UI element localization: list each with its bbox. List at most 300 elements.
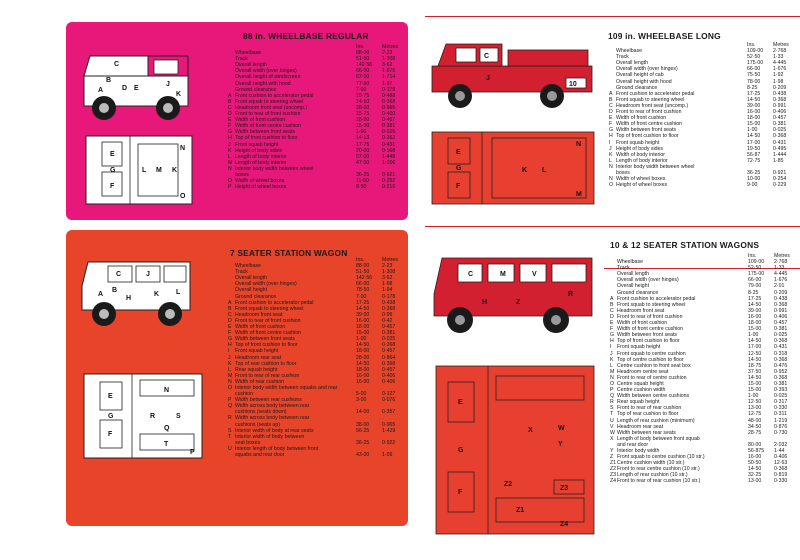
spec-code: K bbox=[228, 360, 232, 367]
spec-metres: 0·393 bbox=[774, 387, 788, 394]
spec-label: Front to rear of rear cushion bbox=[235, 372, 300, 379]
spec-ins: 16·00 bbox=[356, 372, 370, 379]
spec-metres: 0·457 bbox=[382, 324, 396, 331]
spec-metres: 0·864 bbox=[382, 354, 396, 361]
spec-table-7 bbox=[228, 257, 404, 458]
spec-label: boxes bbox=[616, 169, 630, 176]
spec-metres: 1·94 bbox=[382, 287, 393, 294]
diagram-label: F bbox=[108, 431, 113, 438]
diagram-label: Z2 bbox=[504, 481, 513, 488]
spec-metres: 1·98 bbox=[773, 78, 784, 85]
spec-metres: 0·476 bbox=[774, 362, 788, 369]
spec-metres: 1·714 bbox=[382, 74, 396, 81]
spec-metres: 0·209 bbox=[774, 289, 788, 296]
title-10-12-seater: 10 & 12 SEATER STATION WAGONS bbox=[610, 240, 760, 250]
spec-ins: 14·50 bbox=[356, 342, 370, 349]
spec-label: Interior length of body between front bbox=[235, 445, 319, 452]
spec-code: G bbox=[610, 332, 615, 339]
spec-metres: 1·44 bbox=[774, 448, 785, 454]
spec-code: C bbox=[228, 311, 232, 318]
spec-metres: 1·429 bbox=[382, 427, 396, 434]
spec-code: Z1 bbox=[610, 460, 617, 467]
spec-metres: 0·381 bbox=[382, 330, 396, 337]
spec-label: Headroom rear seat bbox=[617, 423, 664, 430]
spec-label: Headroom front seat (uncomp.) bbox=[616, 102, 689, 109]
title-88-regular: 88 in. WHEELBASE REGULAR bbox=[243, 31, 369, 41]
spec-code: D bbox=[228, 317, 232, 324]
spec-ins: 66·00 bbox=[747, 66, 761, 73]
diagram-label: C bbox=[468, 271, 474, 278]
spec-metres: 0·99 bbox=[382, 311, 393, 318]
spec-label: Front cushion to accelerator pedal bbox=[617, 295, 696, 302]
spec-metres: 0·406 bbox=[382, 378, 396, 385]
spec-label: Front squab to steering wheel bbox=[616, 96, 685, 103]
diagram-label: K bbox=[154, 291, 160, 298]
spec-code: C bbox=[610, 307, 614, 314]
spec-ins: 3·00 bbox=[356, 397, 367, 404]
spec-ins: 56·875 bbox=[748, 448, 765, 454]
spec-label: Ground clearance bbox=[235, 86, 277, 93]
spec-metres: 0·368 bbox=[774, 338, 788, 345]
spec-label: Overall height with hood bbox=[235, 80, 291, 87]
spec-metres: 0·076 bbox=[382, 397, 396, 404]
title-109-long: 109 in. WHEELBASE LONG bbox=[608, 31, 721, 41]
spec-ins: 9·00 bbox=[747, 182, 758, 189]
spec-code: E bbox=[228, 117, 232, 124]
spec-metres: 0·330 bbox=[774, 478, 788, 485]
spec-ins: 17·25 bbox=[747, 90, 761, 97]
spec-metres: 0·451 bbox=[382, 141, 396, 148]
spec-label: Width of front centre cushion bbox=[616, 121, 683, 128]
spec-label: Front squab height bbox=[235, 141, 279, 148]
spec-metres: 4·445 bbox=[774, 271, 788, 278]
diagram-label: Y bbox=[558, 441, 563, 448]
spec-code: Z bbox=[610, 454, 614, 461]
spec-metres: 1·33 bbox=[774, 265, 785, 272]
spec-metres: 0·368 bbox=[773, 133, 787, 140]
spec-code: A bbox=[228, 92, 232, 99]
spec-code: V bbox=[610, 423, 614, 430]
diagram-label: J bbox=[166, 81, 170, 88]
diagram-label: P bbox=[190, 449, 195, 456]
spec-label: Front to rear of front cushion bbox=[235, 111, 301, 118]
spec-label: Width of rear cushion bbox=[235, 378, 285, 385]
spec-label: Track bbox=[616, 54, 629, 61]
spec-ins: 175·00 bbox=[747, 60, 764, 67]
spec-label: cushion bbox=[235, 391, 253, 398]
spec-label: Front squab height bbox=[617, 344, 661, 351]
spec-code: N bbox=[609, 176, 613, 183]
diagram-label: F bbox=[110, 183, 115, 190]
spec-label: boxes bbox=[235, 171, 249, 178]
spec-metres: 0·318 bbox=[774, 350, 788, 357]
col-ins: Ins. bbox=[356, 44, 365, 50]
spec-label: Track bbox=[235, 56, 248, 63]
spec-metres: 3·62 bbox=[382, 275, 393, 282]
spec-metres: 1·68 bbox=[382, 281, 393, 288]
spec-code: F bbox=[610, 326, 614, 333]
spec-ins: 13·00 bbox=[748, 405, 762, 412]
spec-ins: 175·00 bbox=[748, 271, 765, 278]
spec-metres: 0·025 bbox=[774, 332, 788, 339]
spec-ins: 16·00 bbox=[747, 109, 761, 116]
vehicle-109-side-view bbox=[428, 26, 596, 112]
spec-code: O bbox=[228, 178, 233, 185]
diagram-label: A bbox=[98, 291, 104, 298]
spec-label: Width of wheel boxes bbox=[235, 178, 285, 185]
spec-metres: 1·308 bbox=[382, 269, 396, 276]
spec-metres: 1·33 bbox=[773, 54, 784, 61]
spec-label: Front cushion to accelerator pedal bbox=[235, 299, 314, 306]
spec-label: Overall length bbox=[235, 275, 268, 282]
spec-ins: 1·00 bbox=[748, 393, 759, 400]
spec-ins: 11·50 bbox=[356, 178, 369, 185]
spec-label: Front squab height bbox=[616, 139, 660, 146]
spec-label: Width of front cushion bbox=[235, 117, 286, 124]
spec-code: J bbox=[228, 354, 231, 361]
spec-ins: 15·75 bbox=[356, 111, 370, 118]
spec-label: Top of front cushion to floor bbox=[235, 135, 298, 142]
separator-middle bbox=[425, 226, 800, 227]
spec-label: Length of body between front squab bbox=[617, 435, 700, 442]
spec-ins: 14·50 bbox=[356, 305, 370, 312]
spec-code: U bbox=[610, 417, 614, 424]
spec-metres: 0·457 bbox=[773, 115, 787, 122]
spec-ins: 37·50 bbox=[748, 368, 762, 375]
spec-label: Centre cushion to front seat box bbox=[617, 362, 691, 369]
spec-ins: 75·50 bbox=[747, 72, 761, 79]
spec-ins: 34·50 bbox=[748, 423, 762, 430]
spec-code: A bbox=[610, 295, 614, 302]
col-metres: Metres bbox=[382, 257, 398, 263]
spec-label: Interior body width between wheel bbox=[616, 163, 695, 170]
spec-label: Front squab to centre cushion bbox=[617, 350, 686, 357]
spec-ins: 18·00 bbox=[356, 324, 370, 331]
spec-ins: 1·00 bbox=[356, 129, 367, 136]
spec-metres: 0·457 bbox=[382, 348, 396, 355]
spec-ins: 20·00 bbox=[356, 147, 370, 154]
spec-ins: 12·50 bbox=[748, 399, 762, 406]
diagram-label: F bbox=[456, 183, 461, 190]
diagram-label: F bbox=[458, 489, 463, 496]
spec-label: Length of body interior bbox=[235, 153, 287, 160]
spec-metres: 1·85 bbox=[773, 157, 784, 164]
spec-metres: 0·431 bbox=[773, 139, 787, 146]
spec-metres: 0·965 bbox=[382, 421, 396, 428]
spec-code: L bbox=[228, 366, 231, 373]
spec-metres: 12·63 bbox=[774, 460, 788, 467]
vehicle-7-side-view bbox=[76, 246, 198, 332]
diagram-label: N bbox=[576, 141, 582, 148]
diagram-label: H bbox=[482, 299, 488, 306]
spec-metres: 1·206 bbox=[382, 159, 396, 166]
spec-code: Z3 bbox=[610, 472, 617, 479]
spec-ins: 39·00 bbox=[748, 307, 762, 314]
spec-label: Track bbox=[235, 269, 248, 276]
spec-ins: 14·00 bbox=[356, 409, 370, 416]
spec-metres: 1·676 bbox=[773, 66, 787, 73]
spec-ins: 14·50 bbox=[356, 98, 370, 105]
vehicle-7-plan-view bbox=[80, 370, 206, 462]
spec-code: N bbox=[228, 378, 232, 385]
spec-ins: 50·50 bbox=[748, 460, 762, 467]
diagram-label: H bbox=[126, 295, 132, 302]
spec-code: J bbox=[609, 145, 612, 152]
col-ins: Ins. bbox=[748, 253, 757, 259]
spec-ins: 15·00 bbox=[356, 330, 370, 337]
spec-label: Height of body sides bbox=[235, 147, 283, 154]
spec-metres: 3·62 bbox=[382, 62, 393, 69]
spec-label: Height of wheel boxes bbox=[235, 184, 287, 191]
spec-label: Track bbox=[617, 265, 630, 272]
diagram-label: M bbox=[500, 271, 506, 278]
spec-label: Length of body interior bbox=[235, 159, 287, 166]
spec-ins: 1·00 bbox=[748, 332, 759, 339]
spec-metres: 0·438 bbox=[382, 299, 396, 306]
spec-label: Width of wheel boxes bbox=[616, 176, 666, 183]
spec-ins: 36·25 bbox=[356, 171, 370, 178]
diagram-label: K bbox=[522, 167, 528, 174]
diagram-label: W bbox=[558, 425, 565, 432]
spec-label: Interior body width bbox=[617, 448, 660, 454]
spec-label: Width between centre cushions bbox=[617, 393, 690, 400]
title-7-seater: 7 SEATER STATION WAGON bbox=[230, 248, 348, 258]
spec-code: W bbox=[610, 429, 615, 436]
spec-code: B bbox=[610, 301, 614, 308]
spec-ins: 109·00 bbox=[748, 259, 765, 266]
spec-ins: 14·50 bbox=[748, 466, 762, 473]
spec-label: Front to rear of rear cushion (10 str.) bbox=[617, 478, 701, 485]
diagram-label: D bbox=[122, 85, 128, 92]
spec-metres: 0·254 bbox=[773, 176, 787, 183]
spec-code: B bbox=[609, 96, 613, 103]
spec-ins: 12·50 bbox=[748, 350, 762, 357]
diagram-label: M bbox=[576, 191, 582, 198]
spec-ins: 17·75 bbox=[356, 141, 370, 148]
spec-label: Length of body interior bbox=[616, 157, 668, 164]
spec-ins: 57·00 bbox=[356, 153, 370, 160]
spec-code: H bbox=[609, 133, 613, 140]
spec-label: Front squab to steering wheel bbox=[235, 98, 304, 105]
spec-ins: 18·00 bbox=[356, 348, 370, 355]
spec-code: N bbox=[610, 374, 614, 381]
spec-ins: 51·50 bbox=[356, 56, 370, 63]
spec-ins: 28·75 bbox=[748, 429, 762, 436]
spec-metres: 0·368 bbox=[382, 360, 396, 367]
spec-label: Overall length bbox=[235, 62, 268, 69]
spec-label: Headroom centre seat bbox=[617, 368, 669, 375]
spec-label: Width of front cushion bbox=[617, 320, 668, 327]
spec-label: Top of front cushion to floor bbox=[617, 338, 680, 345]
spec-code: R bbox=[228, 415, 232, 422]
vehicle-88-side-view bbox=[76, 46, 196, 124]
spec-ins: 13·00 bbox=[748, 478, 762, 485]
spec-label: Front to rear of front cushion bbox=[617, 313, 683, 320]
spec-code: D bbox=[609, 109, 613, 116]
spec-ins: 38·00 bbox=[356, 104, 370, 111]
spec-metres: 0·127 bbox=[382, 391, 396, 398]
spec-label: Width between front seats bbox=[616, 127, 676, 134]
spec-ins: 15·00 bbox=[356, 123, 370, 130]
spec-ins: 15·00 bbox=[748, 326, 762, 333]
diagram-label: Z1 bbox=[516, 507, 525, 514]
spec-label: Front to rear of front cushion bbox=[235, 317, 301, 324]
spec-ins: 72·75 bbox=[747, 157, 761, 164]
spec-label: squabs and rear door bbox=[235, 452, 285, 458]
spec-metres: 0·381 bbox=[382, 123, 396, 130]
spec-metres: 0·368 bbox=[774, 301, 788, 308]
diagram-label: R bbox=[568, 291, 574, 298]
spec-metres: 4·445 bbox=[773, 60, 787, 67]
spec-row bbox=[228, 184, 404, 190]
spec-label: Front cushion to accelerator pedal bbox=[235, 92, 314, 99]
spec-code: R bbox=[610, 399, 614, 406]
spec-code: G bbox=[609, 127, 614, 134]
spec-label: cushions (seats down) bbox=[235, 409, 287, 416]
spec-metres: 0·368 bbox=[774, 356, 788, 363]
spec-code: A bbox=[609, 90, 613, 97]
spec-code: I bbox=[609, 139, 611, 146]
col-ins: Ins. bbox=[747, 42, 756, 48]
diagram-label: 10 bbox=[569, 81, 577, 88]
spec-ins: 15·00 bbox=[748, 380, 762, 387]
spec-ins: 56·87 bbox=[747, 151, 761, 158]
spec-ins: 18·00 bbox=[747, 115, 761, 122]
spec-ins: 39·00 bbox=[747, 102, 761, 109]
spec-ins: 67·50 bbox=[356, 74, 370, 81]
spec-code: M bbox=[228, 159, 233, 166]
spec-ins: 8·25 bbox=[748, 289, 759, 296]
spec-label: Length of rear cushion (minimum) bbox=[617, 417, 695, 424]
spec-code: P bbox=[228, 397, 232, 404]
spec-label: Length of rear cushion (10 str.) bbox=[617, 472, 688, 479]
diagram-label: Z4 bbox=[560, 521, 569, 528]
diagram-label: T bbox=[164, 441, 169, 448]
diagram-label: G bbox=[456, 165, 462, 172]
spec-code: J bbox=[228, 141, 231, 148]
spec-ins: 19·75 bbox=[356, 92, 370, 99]
spec-ins: 66·00 bbox=[356, 68, 370, 75]
spec-metres: 0·488 bbox=[382, 92, 396, 99]
spec-code: M bbox=[228, 372, 233, 379]
spec-code: Q bbox=[610, 393, 615, 400]
spec-metres: 2·23 bbox=[382, 263, 393, 270]
spec-metres: 0·457 bbox=[774, 320, 788, 327]
spec-ins: 19·50 bbox=[747, 145, 761, 152]
spec-ins: 32·25 bbox=[748, 472, 762, 479]
spec-metres: 0·921 bbox=[773, 169, 787, 176]
spec-code: S bbox=[228, 427, 232, 434]
spec-code: D bbox=[228, 111, 232, 118]
spec-label: Width of front centre cushion bbox=[617, 326, 684, 333]
spec-ins: 56·25 bbox=[356, 427, 370, 434]
spec-code: N bbox=[228, 165, 232, 172]
spec-metres: 0·178 bbox=[382, 86, 396, 93]
vehicle-1012-plan-view bbox=[432, 362, 598, 538]
spec-label: Front squab to steering wheel bbox=[235, 305, 304, 312]
spec-metres: 0·025 bbox=[382, 336, 396, 343]
spec-code: F bbox=[609, 121, 613, 128]
diagram-label: J bbox=[146, 271, 150, 278]
spec-label: Headroom front seat bbox=[235, 311, 283, 318]
vehicle-109-plan-view bbox=[430, 128, 596, 208]
spec-ins: 52·50 bbox=[747, 54, 761, 61]
spec-metres: 0·457 bbox=[382, 117, 396, 124]
spec-code: S bbox=[610, 405, 614, 412]
spec-ins: 77·50 bbox=[356, 80, 370, 87]
spec-metres: 1·676 bbox=[382, 68, 396, 75]
spec-metres: 1·448 bbox=[382, 153, 396, 160]
spec-code: P bbox=[610, 387, 614, 394]
spec-code: K bbox=[228, 147, 232, 154]
spec-code: P bbox=[228, 184, 232, 191]
spec-ins: 14·50 bbox=[356, 360, 370, 367]
spec-label: Width between front seats bbox=[617, 332, 677, 339]
spec-metres: 2·768 bbox=[773, 48, 787, 55]
spec-label: Top of front cushion to floor bbox=[616, 133, 679, 140]
spec-ins: 16·00 bbox=[356, 317, 370, 324]
spec-ins: 18·00 bbox=[356, 117, 370, 124]
spec-ins: 15·00 bbox=[748, 387, 762, 394]
spec-label: Overall height of cab bbox=[616, 72, 664, 79]
diagram-label: X bbox=[528, 427, 533, 434]
spec-metres: 1·219 bbox=[774, 417, 788, 424]
spec-ins: 14·50 bbox=[748, 374, 762, 381]
spec-metres: 0·965 bbox=[382, 104, 396, 111]
spec-metres: 0·362 bbox=[382, 135, 396, 142]
spec-code: H bbox=[610, 338, 614, 345]
spec-label: Height of wheel boxes bbox=[616, 182, 668, 189]
spec-ins: 88·00 bbox=[356, 263, 370, 270]
spec-metres: 0·406 bbox=[382, 372, 396, 379]
spec-ins: 48·00 bbox=[748, 417, 762, 424]
spec-ins: 78·50 bbox=[356, 287, 370, 294]
spec-code: L bbox=[228, 153, 231, 160]
spec-code: I bbox=[228, 348, 230, 355]
spec-label: Overall width (over hinges) bbox=[616, 66, 678, 73]
spec-metres: 2·01 bbox=[774, 283, 785, 290]
spec-metres: 0·381 bbox=[774, 326, 788, 333]
spec-code: U bbox=[228, 445, 232, 452]
spec-metres: 0·209 bbox=[773, 84, 787, 91]
spec-code: Q bbox=[228, 403, 233, 410]
col-metres: Metres bbox=[382, 44, 398, 50]
spec-code: F bbox=[228, 123, 232, 130]
diagram-label: E bbox=[458, 399, 463, 406]
spec-table-1012 bbox=[610, 253, 796, 485]
spec-label: Wheelbase bbox=[617, 259, 643, 266]
spec-metres: 0·216 bbox=[382, 184, 396, 191]
diagram-label: E bbox=[134, 85, 139, 92]
spec-code: C bbox=[228, 104, 232, 111]
diagram-label: B bbox=[106, 77, 112, 84]
spec-metres: 0·025 bbox=[773, 127, 787, 134]
spec-code: B bbox=[228, 98, 232, 105]
spec-ins: 17·00 bbox=[748, 344, 762, 351]
spec-metres: 1·09 bbox=[382, 452, 393, 458]
spec-ins: 142·56 bbox=[356, 275, 373, 282]
spec-label: Centre cushion width bbox=[617, 387, 666, 394]
spec-label: Rear squab height bbox=[235, 366, 278, 373]
spec-metres: 0·368 bbox=[382, 98, 396, 105]
spec-metres: 2·768 bbox=[774, 259, 788, 266]
spec-label: Top of centre cushion to floor bbox=[617, 356, 684, 363]
diagram-label: V bbox=[532, 271, 537, 278]
spec-label: Height of body sides bbox=[616, 145, 664, 152]
spec-ins: 142·56 bbox=[356, 62, 373, 69]
spec-label: Front squab height bbox=[235, 348, 279, 355]
spec-ins: 1·00 bbox=[747, 127, 758, 134]
